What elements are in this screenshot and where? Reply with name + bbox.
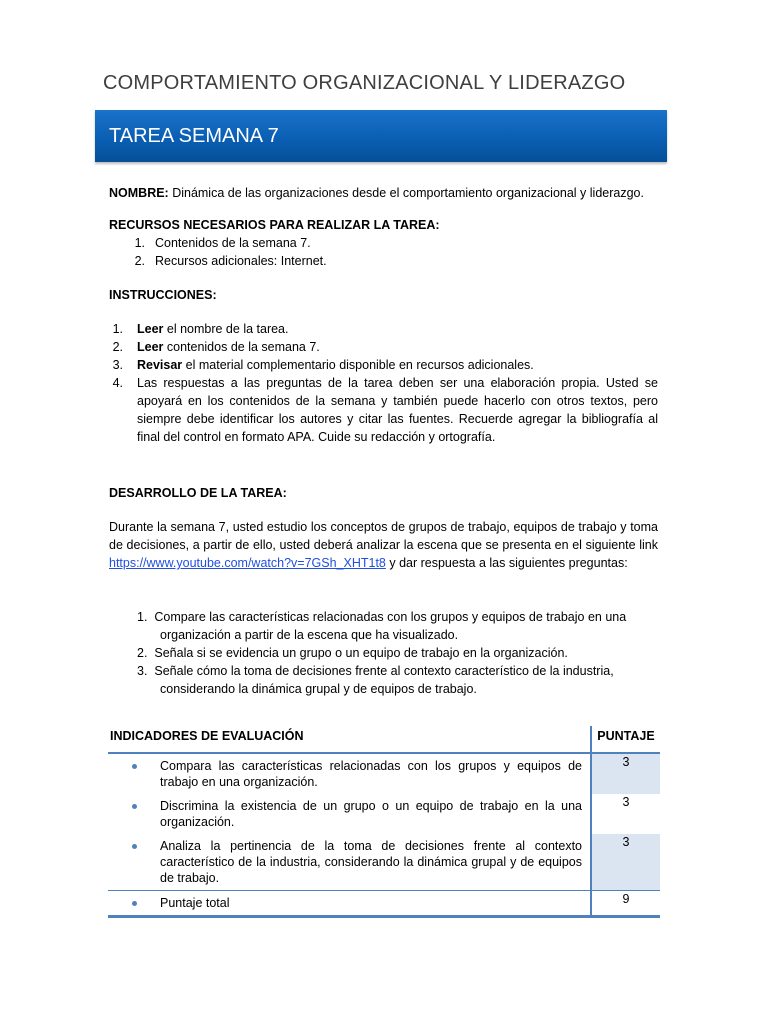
list-item [109, 338, 658, 356]
list-text: Las respuestas a las preguntas de la tarea deben ser una elaboración propia. Usted se apoyará en los contenidos de la semana y también puede hacerlo con otros textos, pero siempre debe identificar los autores y citar las fuentes. Recuerde agregar la bibliografía al final del control en formato APA. Cuide su redacción y ortografía. [137, 376, 658, 444]
list-bold: Revisar [137, 358, 183, 372]
task-content [109, 184, 658, 698]
question-number: 3. [137, 664, 148, 678]
question-item [137, 608, 658, 644]
list-text: Contenidos de la semana 7. [155, 236, 311, 250]
list-item [123, 252, 658, 270]
question-item [137, 644, 658, 662]
indicator-text: Compara las características relacionadas con los grupos y equipos de trabajo en una organización. [160, 759, 582, 789]
column-header-puntaje: PUNTAJE [591, 726, 660, 753]
question-text-cont: organización a partir de la escena que ha visualizado. [160, 628, 459, 642]
points-cell: 3 [591, 753, 660, 794]
recursos-heading: RECURSOS NECESARIOS PARA REALIZAR LA TAREA: [109, 218, 440, 232]
list-number: 1. [134, 236, 145, 250]
list-bold: Leer [137, 340, 164, 354]
nombre-value: Dinámica de las organizaciones desde el comportamiento organizacional y liderazgo. [168, 186, 644, 200]
question-text: Compare las características relacionadas con los grupos y equipos de trabajo en una [154, 610, 627, 624]
instrucciones-heading: INSTRUCCIONES: [109, 288, 217, 302]
list-number: 1. [112, 322, 123, 336]
list-item [123, 234, 658, 252]
list-number: 2. [134, 254, 145, 268]
indicator-text: Discrimina la existencia de un grupo o un equipo de trabajo en la una organización. [160, 799, 582, 829]
question-text: Señale cómo la toma de decisiones frente al contexto característico de la industria, [154, 664, 614, 678]
list-text: contenidos de la semana 7. [163, 340, 320, 354]
list-number: 3. [112, 358, 123, 372]
desarrollo-paragraph [109, 518, 658, 572]
title-banner [95, 110, 667, 162]
table-header-row [108, 726, 660, 753]
question-item [137, 662, 658, 698]
desarrollo-heading: DESARROLLO DE LA TAREA: [109, 486, 287, 500]
list-text: el material complementario disponible en recursos adicionales. [182, 358, 534, 372]
evaluation-table [108, 726, 660, 918]
total-row [108, 891, 660, 917]
question-number: 1. [137, 610, 148, 624]
desarrollo-text-before: Durante la semana 7, usted estudio los conceptos de grupos de trabajo, equipos de trabajo y toma de decisiones, a partir de ello, usted deberá analizar la escena que se presenta en el siguiente link [109, 520, 658, 552]
bullet-icon [132, 844, 137, 849]
table-row [108, 834, 660, 891]
list-item [109, 320, 658, 338]
video-link[interactable]: https://www.youtube.com/watch?v=7GSh_XHT1t8 [109, 556, 386, 570]
table-row [108, 794, 660, 834]
column-header-indicadores: INDICADORES DE EVALUACIÓN [108, 726, 591, 753]
bullet-icon [132, 764, 137, 769]
desarrollo-text-after: y dar respuesta a las siguientes preguntas: [385, 556, 628, 570]
nombre-label: NOMBRE: [109, 186, 169, 200]
list-text: Recursos adicionales: Internet. [155, 254, 327, 268]
list-item [109, 356, 658, 374]
list-text: el nombre de la tarea. [163, 322, 289, 336]
instrucciones-list [109, 320, 658, 446]
points-cell: 3 [591, 834, 660, 891]
questions-list [109, 608, 658, 698]
bullet-icon [132, 804, 137, 809]
total-label: Puntaje total [160, 896, 230, 910]
list-number: 4. [112, 376, 123, 390]
course-title: COMPORTAMIENTO ORGANIZACIONAL Y LIDERAZGO [103, 72, 626, 94]
table-row [108, 753, 660, 794]
total-points-cell: 9 [591, 891, 660, 917]
list-number: 2. [112, 340, 123, 354]
recursos-list [123, 234, 658, 270]
question-text: Señala si se evidencia un grupo o un equipo de trabajo en la organización. [154, 646, 568, 660]
question-number: 2. [137, 646, 148, 660]
indicator-text: Analiza la pertinencia de la toma de decisiones frente al contexto característico de la industria, considerando la dinámica grupal y de equipos de trabajo. [160, 839, 582, 885]
list-bold: Leer [137, 322, 164, 336]
question-text-cont: considerando la dinámica grupal y de equipos de trabajo. [160, 682, 477, 696]
nombre-paragraph [109, 184, 658, 202]
points-cell: 3 [591, 794, 660, 834]
bullet-icon [132, 901, 137, 906]
banner-title: TAREA SEMANA 7 [109, 125, 279, 147]
list-item [109, 374, 658, 446]
